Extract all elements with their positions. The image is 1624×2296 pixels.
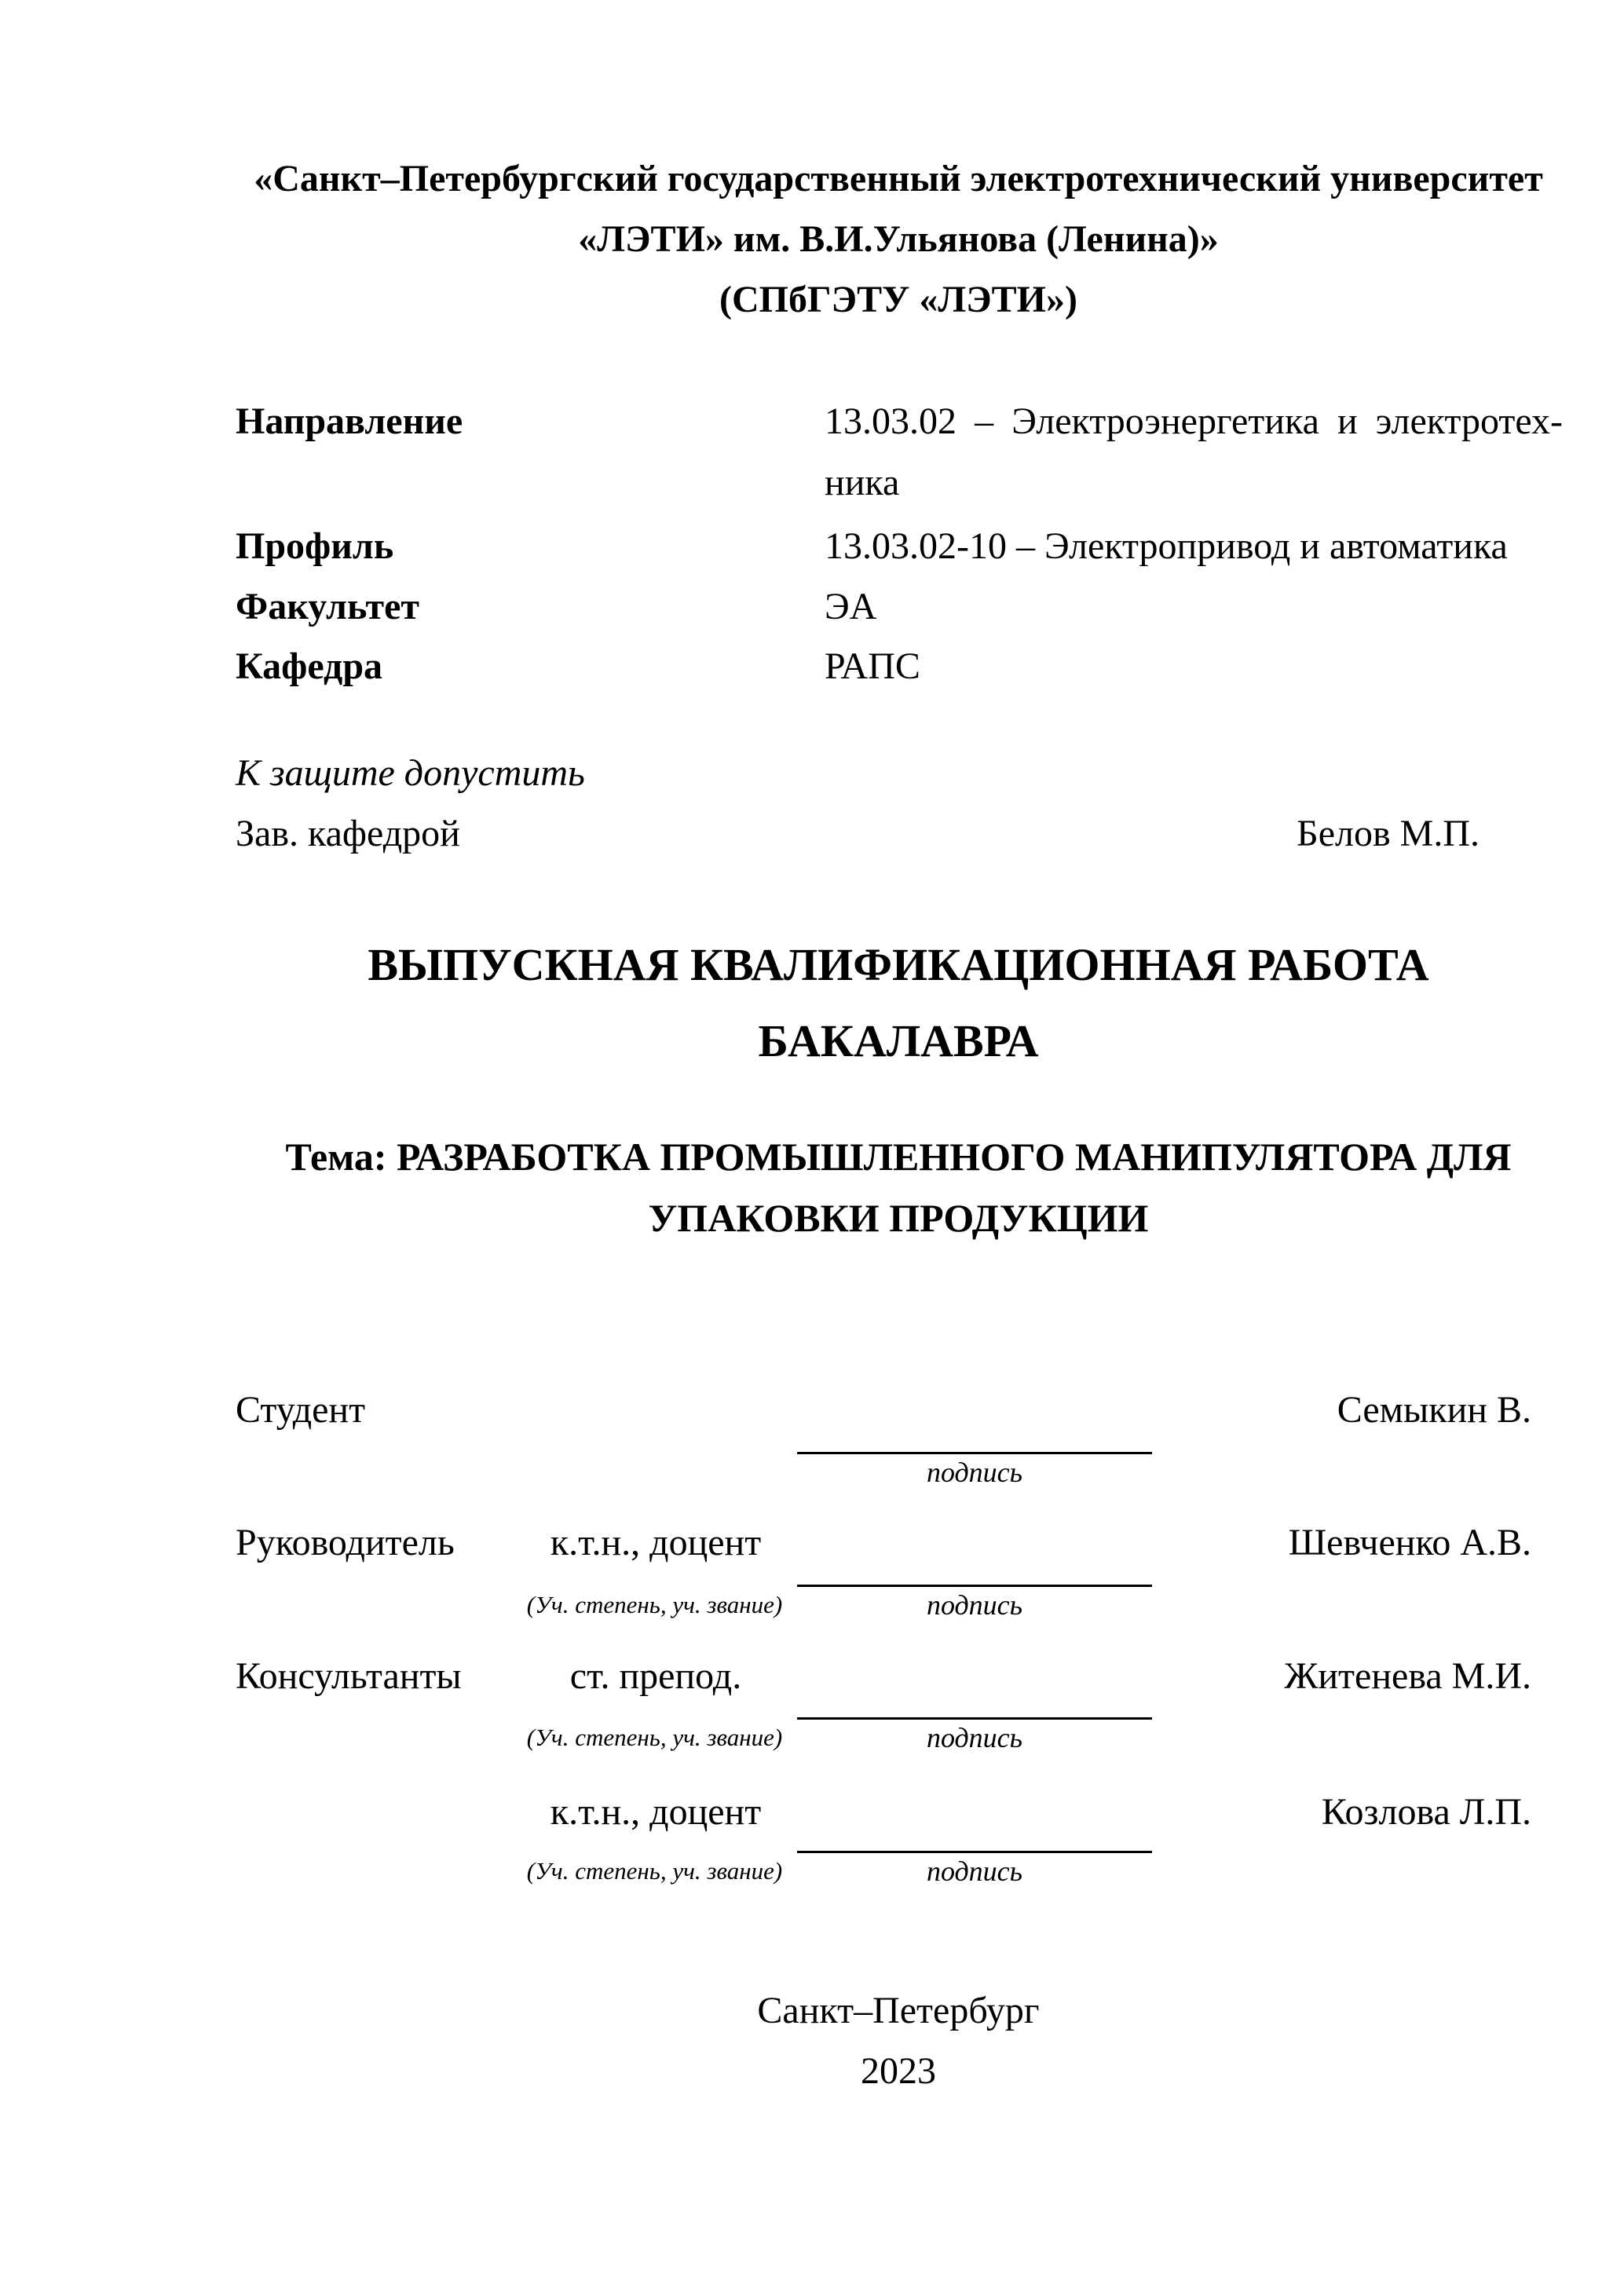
footer-year: 2023 bbox=[861, 2050, 936, 2092]
consultant1-role-label: Консультанты bbox=[236, 1655, 462, 1697]
signature-line bbox=[797, 1585, 1152, 1587]
direction-label: Направление bbox=[236, 400, 463, 442]
university-header bbox=[236, 148, 1561, 330]
footer bbox=[236, 1980, 1561, 2101]
department-label: Кафедра bbox=[236, 645, 383, 687]
department-head-label: Зав. кафедрой bbox=[236, 813, 460, 854]
signature-line bbox=[797, 1717, 1152, 1720]
student-name: Семыкин В. bbox=[1337, 1389, 1531, 1431]
direction-value-line2: ника bbox=[825, 462, 900, 503]
supervisor-qualification: к.т.н., доцент bbox=[550, 1522, 762, 1563]
degree-caption: (Уч. степень, уч. звание) bbox=[526, 1724, 783, 1751]
degree-caption: (Уч. степень, уч. звание) bbox=[526, 1591, 783, 1618]
signature-caption: подпись bbox=[926, 1855, 1023, 1887]
profile-value: 13.03.02-10 – Электропривод и автоматика bbox=[825, 525, 1508, 567]
faculty-label: Факультет bbox=[236, 586, 419, 627]
direction-value bbox=[825, 391, 1563, 514]
topic-title bbox=[236, 1126, 1561, 1249]
signature-caption: подпись bbox=[926, 1722, 1023, 1753]
degree-caption: (Уч. степень, уч. звание) bbox=[526, 1857, 783, 1885]
student-role-label: Студент bbox=[236, 1389, 366, 1431]
department-value: РАПС bbox=[825, 645, 920, 687]
topic-line1: Тема: РАЗРАБОТКА ПРОМЫШЛЕННОГО МАНИПУЛЯТОРА ДЛЯ bbox=[285, 1135, 1512, 1179]
footer-city: Санкт–Петербург bbox=[757, 1990, 1040, 2031]
direction-value-line1: 13.03.02 – Электроэнергетика и электротех- bbox=[825, 400, 1563, 442]
consultant2-name: Козлова Л.П. bbox=[1321, 1791, 1531, 1833]
supervisor-role-label: Руководитель bbox=[236, 1522, 455, 1563]
faculty-value: ЭА bbox=[825, 586, 877, 627]
university-abbreviation: (СПбГЭТУ «ЛЭТИ») bbox=[719, 279, 1077, 320]
signature-line bbox=[797, 1851, 1152, 1853]
department-head-name: Белов М.П. bbox=[1297, 813, 1480, 854]
admission-permit-line: К защите допустить bbox=[236, 752, 585, 794]
work-title bbox=[236, 927, 1561, 1079]
profile-label: Профиль bbox=[236, 525, 394, 567]
consultant1-name: Житенева М.И. bbox=[1284, 1655, 1531, 1697]
supervisor-name: Шевченко А.В. bbox=[1288, 1522, 1531, 1563]
signature-caption: подпись bbox=[926, 1589, 1023, 1621]
consultant2-qualification: к.т.н., доцент bbox=[550, 1791, 762, 1833]
work-title-line2: БАКАЛАВРА bbox=[758, 1015, 1039, 1066]
consultant1-qualification: ст. препод. bbox=[569, 1655, 742, 1697]
signature-caption: подпись bbox=[926, 1457, 1023, 1488]
university-name-line2: «ЛЭТИ» им. В.И.Ульянова (Ленина)» bbox=[578, 218, 1219, 260]
work-title-line1: ВЫПУСКНАЯ КВАЛИФИКАЦИОННАЯ РАБОТА bbox=[368, 939, 1429, 990]
university-name-line1: «Санкт–Петербургский государственный электротехнический университет bbox=[254, 158, 1543, 199]
topic-line2: УПАКОВКИ ПРОДУКЦИИ bbox=[648, 1196, 1149, 1240]
signature-line bbox=[797, 1452, 1152, 1454]
